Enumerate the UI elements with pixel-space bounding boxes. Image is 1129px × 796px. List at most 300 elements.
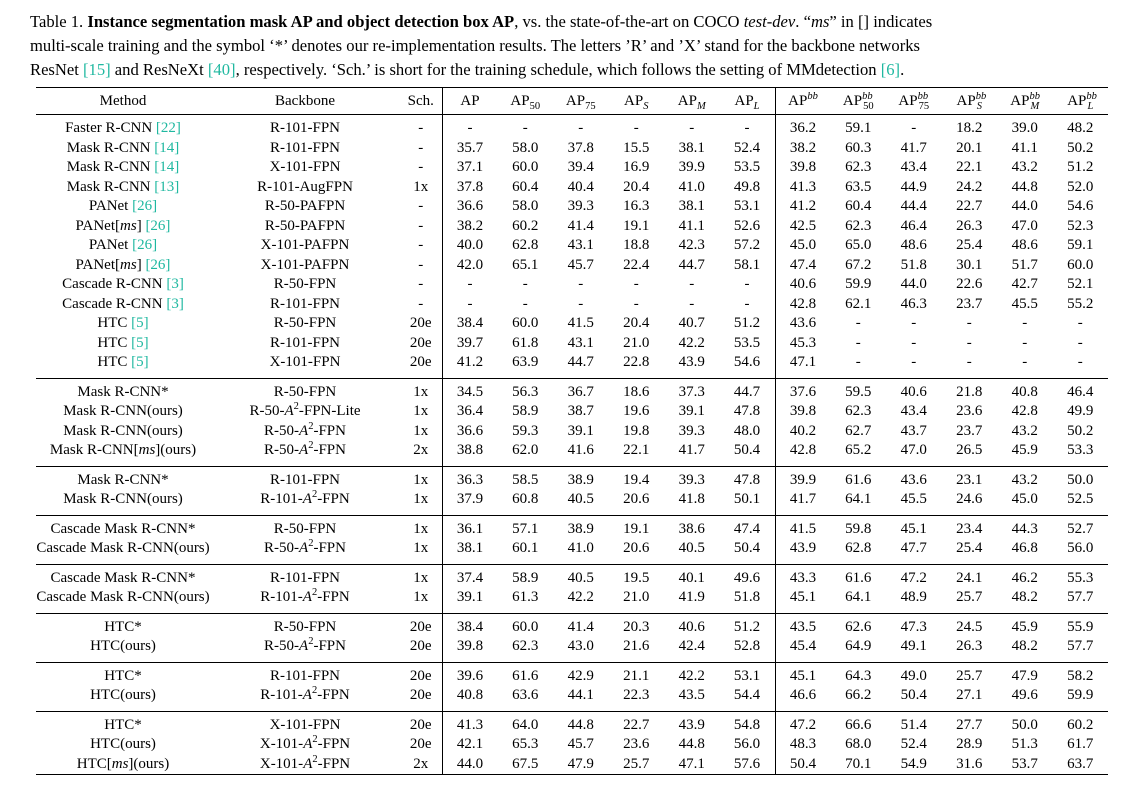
cell-mask-ap: 54.8 [720, 716, 776, 736]
cell-box-ap: - [911, 354, 917, 371]
cell-mask-ap: 63.9 [512, 354, 539, 371]
cell-mask-ap: 41.0 [678, 178, 705, 195]
cell-schedule: 1x [400, 588, 442, 608]
cell-mask-ap: 39.9 [678, 159, 705, 176]
cell-mask-ap: 36.4 [456, 403, 484, 420]
table-row [36, 520, 1108, 540]
cell-mask-ap: 21.0 [623, 589, 650, 606]
cell-mask-ap: 38.9 [567, 520, 594, 537]
header-apbbl: $AP^{bb}_L$ [1053, 88, 1109, 115]
cell-mask-ap: 36.3 [456, 471, 484, 488]
cell-method: HTC[ms](ours) [36, 755, 210, 775]
backbone-a-symbol: A [303, 736, 313, 753]
cell-box-ap: 49.1 [900, 638, 927, 655]
cell-box-ap: 44.0 [900, 276, 927, 293]
cell-box-ap: 67.2 [845, 256, 872, 273]
cell-box-ap: 45.1 [789, 589, 817, 606]
cell-backbone: $R-50-A^2$-FPN [264, 440, 346, 459]
cell-schedule: - [400, 295, 442, 315]
cell-box-ap: 38.2 [789, 139, 817, 156]
cell-box-ap: 46.3 [900, 295, 927, 312]
cell-mask-ap: 38.8 [456, 442, 484, 459]
cell-box-ap: 39.9 [789, 471, 817, 488]
cell-method: PANet [26] [88, 198, 158, 215]
cell-box-ap: 52.1 [1067, 276, 1094, 293]
cell-method: HTC(ours) [90, 687, 156, 704]
backbone-a-exponent: 2 [312, 734, 318, 746]
cell-mask-ap: 20.6 [623, 540, 650, 557]
cell-box-ap: 27.7 [956, 716, 983, 733]
citation-link[interactable]: [40] [207, 60, 236, 79]
cell-box-ap: 47.0 [900, 442, 927, 459]
cell-mask-ap: 48.0 [720, 422, 776, 442]
table-row [36, 735, 1108, 755]
cell-box-ap: 22.6 [956, 276, 983, 293]
cell-box-ap: 47.4 [789, 256, 817, 273]
table-row [36, 217, 1108, 237]
table-row [36, 618, 1108, 638]
cell-box-ap: 59.9 [1067, 687, 1094, 704]
cell-mask-ap: 15.5 [623, 139, 650, 156]
citation-link[interactable]: [6] [880, 60, 901, 79]
header-apbb: $AP^{bb}$ [775, 88, 831, 115]
citation-link[interactable]: [22] [155, 120, 181, 137]
cell-backbone: R-101-FPN [269, 139, 340, 156]
header-row [36, 88, 1108, 115]
citation-link[interactable]: [26] [132, 198, 158, 215]
header-backbone: Backbone [210, 88, 400, 115]
cell-mask-ap: 58.5 [512, 471, 539, 488]
cell-mask-ap: 41.8 [678, 491, 705, 508]
cell-backbone: R-101-FPN [269, 334, 340, 351]
cell-mask-ap: 41.6 [567, 442, 594, 459]
table-caption [30, 10, 1116, 82]
header-apbb75: $AP^{bb}_{75}$ [886, 88, 942, 115]
cell-mask-ap: 21.6 [623, 638, 650, 655]
cell-mask-ap: 44.8 [567, 716, 594, 733]
cell-box-ap: 52.3 [1067, 217, 1094, 234]
cell-box-ap: - [1022, 334, 1028, 351]
cell-mask-ap: 39.4 [567, 159, 594, 176]
cell-mask-ap: 38.1 [456, 540, 484, 557]
table-row [36, 119, 1108, 139]
cell-box-ap: - [1077, 334, 1083, 351]
cell-box-ap: 47.7 [900, 540, 927, 557]
cell-method: Mask R-CNN* [77, 471, 169, 488]
cell-mask-ap: 38.9 [567, 471, 594, 488]
cell-method: Cascade Mask R-CNN(ours) [36, 540, 210, 557]
cell-box-ap: 48.9 [900, 589, 927, 606]
cell-mask-ap: 38.1 [678, 198, 705, 215]
cell-mask-ap: - [467, 120, 473, 137]
cell-mask-ap: 41.5 [567, 315, 594, 332]
cell-box-ap: 64.9 [845, 638, 872, 655]
cell-mask-ap: 25.7 [609, 755, 665, 775]
cell-schedule: 2x [400, 755, 442, 775]
cell-mask-ap: 36.1 [456, 520, 484, 537]
citation-link[interactable]: [5] [131, 315, 149, 332]
cell-mask-ap: 57.6 [720, 755, 776, 775]
cell-box-ap: 60.3 [845, 139, 872, 156]
cell-mask-ap: 44.8 [678, 736, 705, 753]
cell-box-ap: 24.2 [956, 178, 983, 195]
table-row [36, 716, 1108, 736]
cell-mask-ap: 22.8 [623, 354, 650, 371]
cell-backbone: R-50-PAFPN [264, 217, 346, 234]
cell-backbone: $X-101-A^2$-FPN [259, 734, 351, 753]
cell-box-ap: 41.1 [1011, 139, 1038, 156]
cell-mask-ap: 40.6 [678, 618, 705, 635]
cell-method: Mask R-CNN [13] [66, 178, 180, 195]
cell-mask-ap: 42.3 [678, 237, 705, 254]
citation-link[interactable]: [5] [131, 354, 149, 371]
cell-method: HTC(ours) [90, 638, 156, 655]
cell-mask-ap: 22.3 [623, 687, 650, 704]
cell-mask-ap: 58.9 [512, 569, 539, 586]
cell-mask-ap: 41.1 [678, 217, 705, 234]
cell-mask-ap: 37.9 [456, 491, 484, 508]
citation-link[interactable]: [5] [131, 334, 149, 351]
cell-schedule: 20e [400, 353, 442, 373]
backbone-a-symbol: A [302, 589, 312, 606]
cell-method: Mask R-CNN [14] [66, 159, 180, 176]
cell-schedule: - [400, 139, 442, 159]
cell-mask-ap: 20.3 [623, 618, 650, 635]
cell-box-ap: - [855, 334, 861, 351]
cell-box-ap: 59.9 [845, 276, 872, 293]
cell-mask-ap: 40.4 [567, 178, 594, 195]
cell-box-ap: 25.4 [956, 540, 983, 557]
header-apbbs: $AP^{bb}_S$ [942, 88, 998, 115]
cell-method: Cascade Mask R-CNN* [50, 569, 196, 586]
cell-box-ap: 43.6 [900, 471, 927, 488]
cell-schedule: - [400, 158, 442, 178]
backbone-a-symbol: A [299, 442, 309, 459]
citation-link[interactable]: [14] [154, 159, 180, 176]
header-method: Method [36, 88, 210, 115]
cell-mask-ap: 16.3 [623, 198, 650, 215]
table-row [36, 236, 1108, 256]
cell-backbone: X-101-PAFPN [260, 256, 350, 273]
cell-schedule: 20e [400, 686, 442, 706]
cell-box-ap: 44.8 [1011, 178, 1038, 195]
backbone-a-exponent: 2 [308, 440, 314, 452]
cell-box-ap: 50.4 [775, 755, 831, 775]
cell-box-ap: 53.3 [1067, 442, 1094, 459]
cell-box-ap: 45.1 [900, 520, 927, 537]
cell-method: Mask R-CNN(ours) [63, 403, 183, 420]
cell-mask-ap: 41.3 [456, 716, 484, 733]
cell-method: Cascade R-CNN [3] [62, 276, 184, 293]
cell-box-ap: 52.7 [1067, 520, 1094, 537]
cell-mask-ap: 40.7 [678, 315, 705, 332]
cell-box-ap: 60.2 [1067, 716, 1094, 733]
cell-method: PANet [26] [88, 237, 158, 254]
table-row [36, 295, 1108, 315]
cell-box-ap: 21.8 [956, 383, 983, 400]
backbone-a-symbol: A [299, 638, 309, 655]
cell-mask-ap: 18.8 [623, 237, 650, 254]
cell-box-ap: 42.7 [1011, 276, 1038, 293]
cell-mask-ap: 60.0 [512, 618, 539, 635]
cell-box-ap: 52.0 [1067, 178, 1094, 195]
cell-mask-ap: 51.2 [720, 618, 776, 638]
cell-mask-ap: 36.6 [456, 198, 484, 215]
header-apl: $AP_L$ [720, 88, 776, 115]
cell-mask-ap: 53.5 [720, 334, 776, 354]
citation-link[interactable]: [15] [83, 60, 111, 79]
cell-box-ap: 56.0 [1067, 540, 1094, 557]
cell-box-ap: 42.5 [789, 217, 817, 234]
cell-backbone: R-50-FPN [273, 618, 337, 635]
cell-box-ap: 48.2 [1067, 120, 1094, 137]
header-ap: AP [442, 88, 498, 115]
cell-box-ap: 59.1 [1067, 237, 1094, 254]
cell-box-ap: 42.8 [1011, 403, 1038, 420]
backbone-a-symbol: A [302, 687, 312, 704]
header-apbbm: $AP^{bb}_M$ [997, 88, 1053, 115]
cell-box-ap: 46.8 [1011, 540, 1038, 557]
cell-mask-ap: 38.4 [456, 618, 484, 635]
cell-mask-ap: 53.1 [720, 197, 776, 217]
cell-box-ap: 63.7 [1053, 755, 1109, 775]
cell-schedule: 1x [400, 422, 442, 442]
table-row [36, 588, 1108, 608]
cell-backbone: R-101-FPN [269, 120, 340, 137]
citation-link[interactable]: [26] [132, 237, 158, 254]
cell-box-ap: 45.5 [900, 491, 927, 508]
cell-box-ap: 47.2 [789, 716, 817, 733]
cell-box-ap: 23.1 [956, 471, 983, 488]
cell-backbone: X-101-FPN [269, 716, 341, 733]
header-apm: $AP_M$ [664, 88, 720, 115]
cell-box-ap: 44.3 [1011, 520, 1038, 537]
cell-schedule: 1x [400, 569, 442, 589]
cell-box-ap: 61.7 [1067, 736, 1094, 753]
cell-box-ap: 45.0 [1011, 491, 1038, 508]
cell-mask-ap: 20.6 [623, 491, 650, 508]
cell-box-ap: 51.8 [900, 256, 927, 273]
cell-box-ap: 42.8 [789, 295, 817, 312]
cell-mask-ap: 40.1 [678, 569, 705, 586]
cell-box-ap: 44.4 [900, 198, 927, 215]
cell-schedule: 1x [400, 539, 442, 559]
cell-mask-ap: - [522, 295, 528, 312]
cell-box-ap: 40.6 [789, 276, 817, 293]
cell-box-ap: 23.6 [956, 403, 983, 420]
table-row [36, 158, 1108, 178]
cell-backbone: X-101-FPN [269, 159, 341, 176]
cell-backbone: R-101-FPN [269, 569, 340, 586]
cell-mask-ap: - [578, 295, 584, 312]
cell-box-ap: 20.1 [956, 139, 983, 156]
cell-mask-ap: 50.4 [720, 539, 776, 559]
table-row [36, 383, 1108, 403]
cell-backbone: R-50-FPN [273, 520, 337, 537]
cell-mask-ap: 19.4 [623, 471, 650, 488]
cell-mask-ap: 22.1 [623, 442, 650, 459]
cell-mask-ap: 45.7 [567, 256, 594, 273]
cell-box-ap: 54.6 [1067, 198, 1094, 215]
cell-method: HTC* [104, 667, 142, 684]
cell-mask-ap: 16.9 [623, 159, 650, 176]
cell-mask-ap: 37.8 [567, 139, 594, 156]
backbone-a-exponent: 2 [308, 420, 314, 432]
citation-link[interactable]: [14] [154, 139, 180, 156]
cell-box-ap: 49.6 [1011, 687, 1038, 704]
cell-mask-ap: 35.7 [456, 139, 484, 156]
cell-mask-ap: 41.9 [678, 589, 705, 606]
cell-mask-ap: 38.4 [456, 315, 484, 332]
header-apbb50: $AP^{bb}_{50}$ [831, 88, 887, 115]
cell-box-ap: 23.4 [956, 520, 983, 537]
caption-line-1 [30, 10, 1116, 34]
cell-mask-ap: - [467, 276, 473, 293]
table-row [36, 353, 1108, 373]
cell-method: HTC [5] [97, 334, 149, 351]
cell-mask-ap: 51.2 [720, 314, 776, 334]
cell-backbone: $R-101-A^2$-FPN [260, 587, 350, 606]
cell-box-ap: 50.0 [1011, 716, 1038, 733]
cell-mask-ap: 63.6 [512, 687, 539, 704]
cell-mask-ap: 39.3 [678, 422, 705, 439]
cell-box-ap: 55.2 [1067, 295, 1094, 312]
table-row [36, 755, 1108, 775]
cell-schedule: 1x [400, 402, 442, 422]
ms-italic: ms [138, 442, 156, 459]
cell-mask-ap: 47.4 [720, 520, 776, 540]
cell-box-ap: 48.6 [1011, 237, 1038, 254]
table-row [36, 314, 1108, 334]
cell-backbone: R-50-FPN [273, 383, 337, 400]
cell-schedule: 20e [400, 314, 442, 334]
cell-box-ap: 24.1 [956, 569, 983, 586]
ms-italic: ms [111, 755, 129, 772]
cell-mask-ap: 43.1 [567, 237, 594, 254]
cell-box-ap: - [966, 315, 972, 332]
cell-mask-ap: - [633, 295, 639, 312]
cell-mask-ap: 22.7 [623, 716, 650, 733]
cell-mask-ap: 42.9 [567, 667, 594, 684]
cell-box-ap: 68.0 [845, 736, 872, 753]
citation-link[interactable]: [26] [145, 217, 171, 234]
cell-mask-ap: 60.2 [512, 217, 539, 234]
cell-box-ap: 43.7 [900, 422, 927, 439]
cell-mask-ap: 43.9 [678, 354, 705, 371]
cell-mask-ap: 36.6 [456, 422, 484, 439]
table-row [36, 471, 1108, 491]
caption-line-3 [30, 58, 1116, 82]
cell-box-ap: 64.1 [845, 589, 872, 606]
table-row [36, 637, 1108, 657]
cell-box-ap: 47.0 [1011, 217, 1038, 234]
cell-mask-ap: 64.0 [512, 716, 539, 733]
cell-box-ap: 59.8 [845, 520, 872, 537]
cell-mask-ap: 40.0 [456, 237, 484, 254]
cell-box-ap: 47.3 [900, 618, 927, 635]
cell-backbone: $X-101-A^2$-FPN [210, 755, 400, 775]
cell-box-ap: 62.3 [845, 217, 872, 234]
caption-italic-ms: ms [810, 12, 830, 31]
cell-schedule: 1x [400, 471, 442, 491]
cell-mask-ap: 47.8 [720, 402, 776, 422]
cell-box-ap: - [1022, 315, 1028, 332]
cell-box-ap: - [966, 354, 972, 371]
header-aps: $AP_S$ [609, 88, 665, 115]
cell-box-ap: - [1077, 354, 1083, 371]
cell-box-ap: 23.7 [956, 295, 983, 312]
cell-method: Cascade Mask R-CNN* [50, 520, 196, 537]
cell-box-ap: 40.6 [900, 383, 927, 400]
cell-box-ap: 48.2 [1011, 638, 1038, 655]
cell-mask-ap: 58.9 [512, 403, 539, 420]
cell-mask-ap: 38.6 [678, 520, 705, 537]
cell-box-ap: 45.9 [1011, 618, 1038, 635]
cell-mask-ap: 62.0 [512, 442, 539, 459]
cell-box-ap: 60.4 [845, 198, 872, 215]
caption-italic-testdev: test-dev [743, 12, 796, 31]
cell-mask-ap: 38.1 [678, 139, 705, 156]
cell-backbone: $R-50-A^2$-FPN [264, 538, 346, 557]
citation-link[interactable]: [3] [166, 295, 184, 312]
cell-mask-ap: 44.0 [442, 755, 498, 775]
cell-method: Cascade Mask R-CNN(ours) [36, 589, 210, 606]
cell-mask-ap: 41.4 [567, 618, 594, 635]
cell-box-ap: - [855, 354, 861, 371]
cell-box-ap: 61.6 [845, 471, 872, 488]
cell-box-ap: 42.8 [789, 442, 817, 459]
cell-mask-ap: 39.6 [456, 667, 484, 684]
backbone-a-exponent: 2 [312, 753, 318, 765]
cell-mask-ap: 58.0 [512, 198, 539, 215]
cell-mask-ap: 37.3 [678, 383, 705, 400]
cell-mask-ap: - [689, 276, 695, 293]
citation-link[interactable]: [26] [145, 256, 171, 273]
cell-box-ap: 43.6 [789, 315, 817, 332]
cell-mask-ap: 37.1 [456, 159, 484, 176]
cell-box-ap: 43.4 [900, 159, 927, 176]
cell-box-ap: 51.7 [1011, 256, 1038, 273]
cell-box-ap: 24.6 [956, 491, 983, 508]
cell-mask-ap: 42.2 [678, 667, 705, 684]
cell-mask-ap: 18.6 [623, 383, 650, 400]
cell-box-ap: 43.2 [1011, 159, 1038, 176]
cell-box-ap: 43.5 [789, 618, 817, 635]
cell-mask-ap: 57.2 [720, 236, 776, 256]
cell-method: HTC(ours) [90, 736, 156, 753]
cell-mask-ap: 39.1 [567, 422, 594, 439]
cell-mask-ap: 58.0 [512, 139, 539, 156]
cell-box-ap: 49.0 [900, 667, 927, 684]
cell-mask-ap: 22.4 [623, 256, 650, 273]
cell-box-ap: 26.3 [956, 638, 983, 655]
cell-mask-ap: - [633, 276, 639, 293]
cell-mask-ap: 56.3 [512, 383, 539, 400]
cell-box-ap: 48.6 [900, 237, 927, 254]
cell-mask-ap: - [720, 119, 776, 139]
cell-box-ap: 41.5 [789, 520, 817, 537]
cell-box-ap: 46.4 [1067, 383, 1094, 400]
backbone-a-symbol: A [284, 403, 294, 420]
cell-box-ap: 46.4 [900, 217, 927, 234]
citation-link[interactable]: [3] [166, 276, 184, 293]
cell-schedule: - [400, 119, 442, 139]
cell-box-ap: 25.4 [956, 237, 983, 254]
cell-mask-ap: 47.8 [720, 471, 776, 491]
citation-link[interactable]: [13] [154, 178, 180, 195]
cell-mask-ap: 60.4 [512, 178, 539, 195]
cell-mask-ap: 42.4 [678, 638, 705, 655]
